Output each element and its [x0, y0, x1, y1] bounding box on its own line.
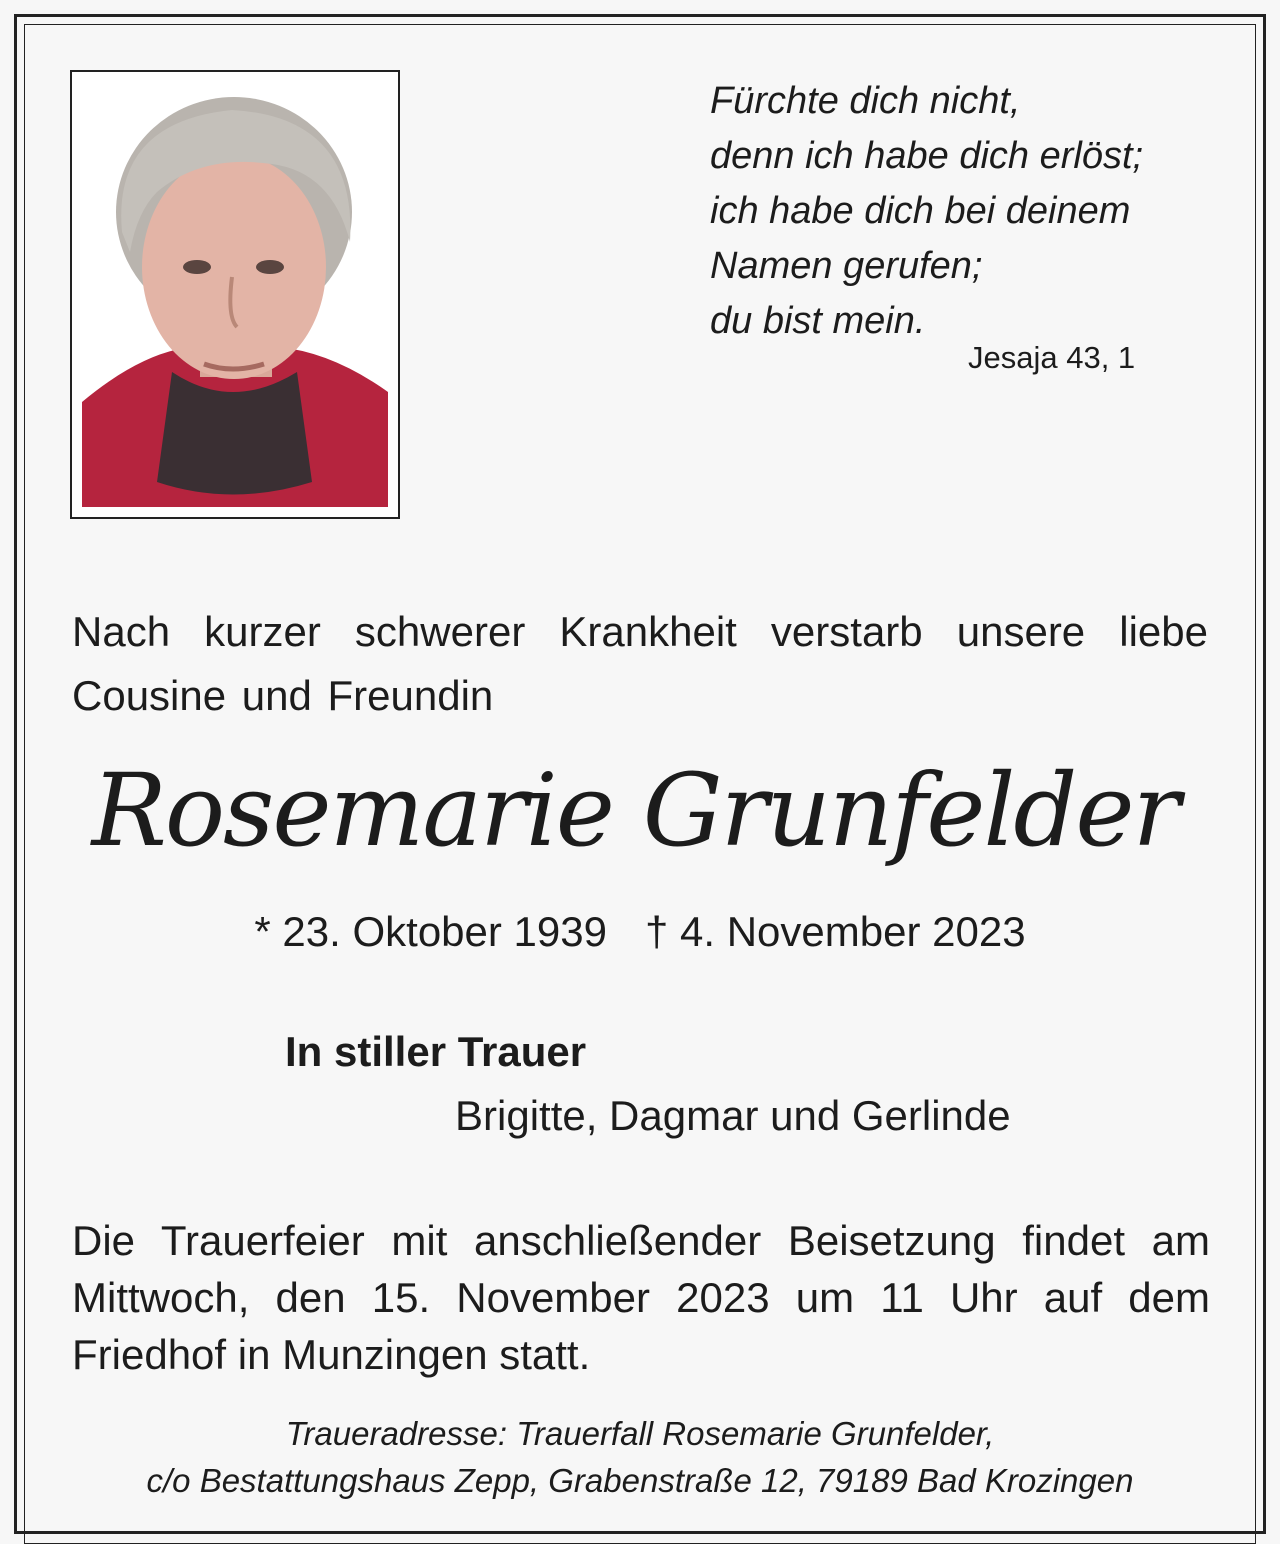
- portrait-photo: [70, 70, 400, 519]
- bible-verse: [710, 74, 1230, 349]
- mourner-names: Brigitte, Dagmar und Gerlinde: [455, 1092, 1011, 1139]
- service-notice: Die Trauerfeier mit anschließender Beisetzung findet am Mittwoch, den 15. November 2023 um 11 Uhr auf dem Friedhof in Munzingen statt.: [72, 1217, 1210, 1378]
- portrait-image: [82, 82, 388, 507]
- mourning-address: [0, 1410, 1280, 1504]
- life-dates: [0, 908, 1280, 956]
- verse-source: Jesaja 43, 1: [968, 340, 1136, 375]
- verse-line: denn ich habe dich erlöst;: [710, 135, 1144, 177]
- address-line: Traueradresse: Trauerfall Rosemarie Grunfelder,: [285, 1415, 995, 1452]
- address-line: c/o Bestattungshaus Zepp, Grabenstraße 12, 79189 Bad Krozingen: [146, 1462, 1134, 1499]
- verse-line: du bist mein.: [710, 300, 926, 342]
- verse-line: Namen gerufen;: [710, 245, 983, 287]
- mourning-heading: In stiller Trauer: [285, 1028, 587, 1075]
- intro-text: Nach kurzer schwerer Krankheit verstarb unsere liebe Cousine und Freundin: [72, 608, 1208, 719]
- verse-line: Fürchte dich nicht,: [710, 80, 1021, 122]
- verse-line: ich habe dich bei deinem: [710, 190, 1131, 232]
- deceased-name: Rosemarie Grunfelder: [91, 752, 1179, 869]
- death-date: † 4. November 2023: [645, 908, 1026, 955]
- birth-date: * 23. Oktober 1939: [254, 908, 607, 955]
